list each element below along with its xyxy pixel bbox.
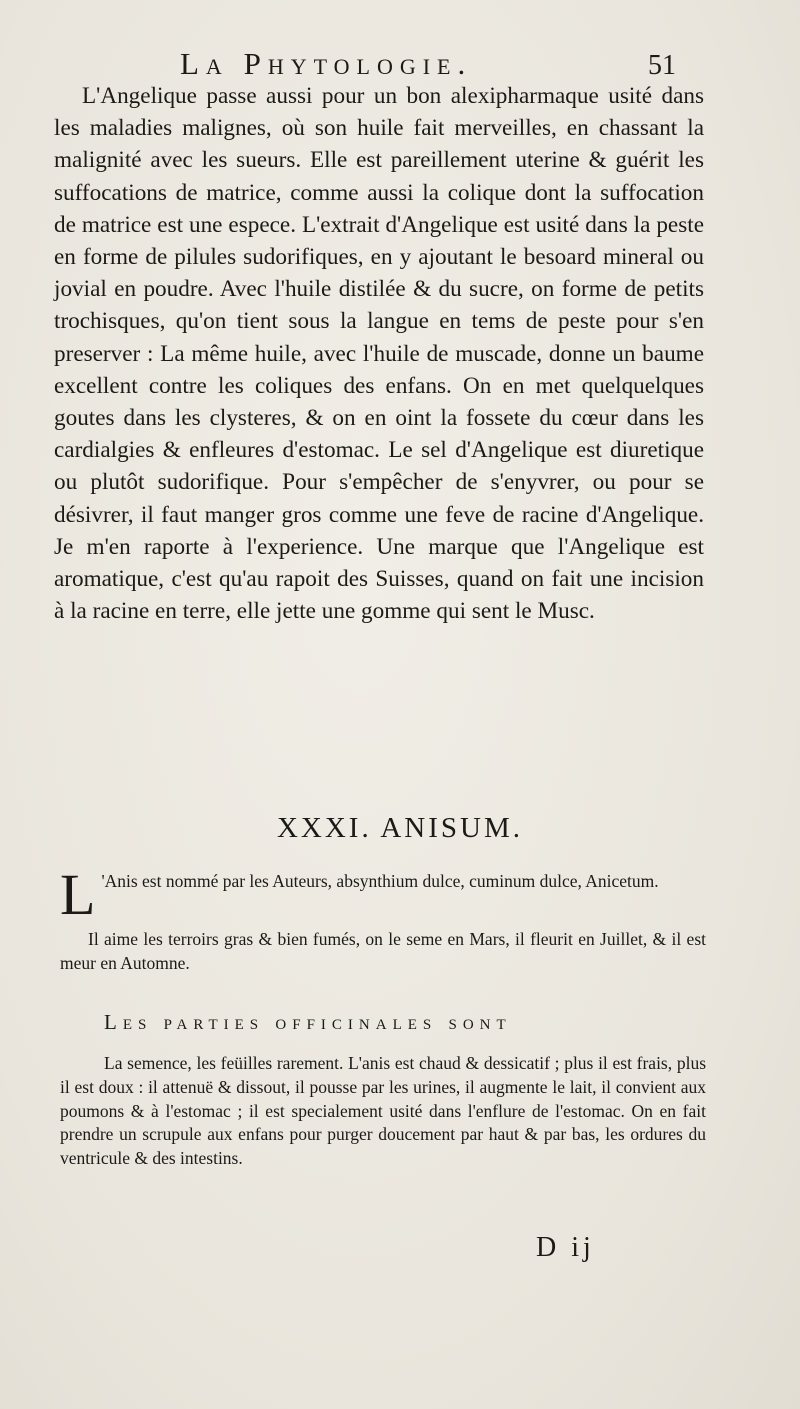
- synonyms-paragraph: [60, 862, 706, 927]
- parts-heading: Les parties officinales sont: [104, 1010, 512, 1034]
- angelique-paragraph: L'Angelique passe aussi pour un bon alexipharmaque usité dans les maladies malignes, où son huile fait merveilles, en chassant la malignité avec les sueurs. Elle est pareillement uterine & guérit les suffocations de matrice, comme aussi la colique dont la suffocation de matrice est une espece. L'extrait d'Angelique est usité dans la peste en forme de pilules sudorifiques, en y ajoutant le besoard mineral ou jovial en poudre. Avec l'huile distilée & du sucre, on forme de petits trochisques, qu'on tient sous la langue en tems de peste pour s'en preserver : La même huile, avec l'huile de muscade, donne un baume excellent contre les coliques des enfans. On en met quelquelques goutes dans les clysteres, & on en oint la fossete du cœur dans les cardialgies & enfleures d'estomac. Le sel d'Angelique est diuretique ou plutôt sudorifique. Pour s'empêcher de s'enyvrer, ou pour se désivrer, il faut manger gros comme une feve de racine d'Angelique. Je m'en raporte à l'experience. Une marque que l'Angelique est aromatique, c'est qu'au rapoit des Suisses, quand on fait une incision à la racine en terre, elle jette une gomme qui sent le Musc.: [54, 83, 704, 625]
- section-heading: XXXI. ANISUM.: [276, 812, 524, 844]
- signature-mark: D ij: [536, 1232, 595, 1263]
- drop-cap: L: [60, 862, 96, 927]
- culture-paragraph: [60, 928, 706, 975]
- main-text: [54, 80, 704, 627]
- running-title: La Phytologie.: [180, 46, 473, 81]
- properties-paragraph: [60, 1052, 706, 1171]
- page-number: 51: [648, 50, 676, 81]
- properties-text: La semence, les feüilles rarement. L'anis est chaud & dessicatif ; plus il est frais, plus il est doux : il attenuë & dissout, il pousse par les urines, il augmente le lait, il convient aux poumons & à l'estomac ; il est specialement usité dans l'enflure de l'estomac. On en fait prendre un scrupule aux enfans pour purger doucement par haut & par bas, les ordures du ventricule & des intestins.: [60, 1053, 706, 1169]
- synonyms-text: 'Anis est nommé par les Auteurs, absynthium dulce, cuminum dulce, Anicetum.: [101, 871, 659, 891]
- culture-text: Il aime les terroirs gras & bien fumés, on le seme en Mars, il fleurit en Juillet, & il est meur en Automne.: [60, 929, 706, 973]
